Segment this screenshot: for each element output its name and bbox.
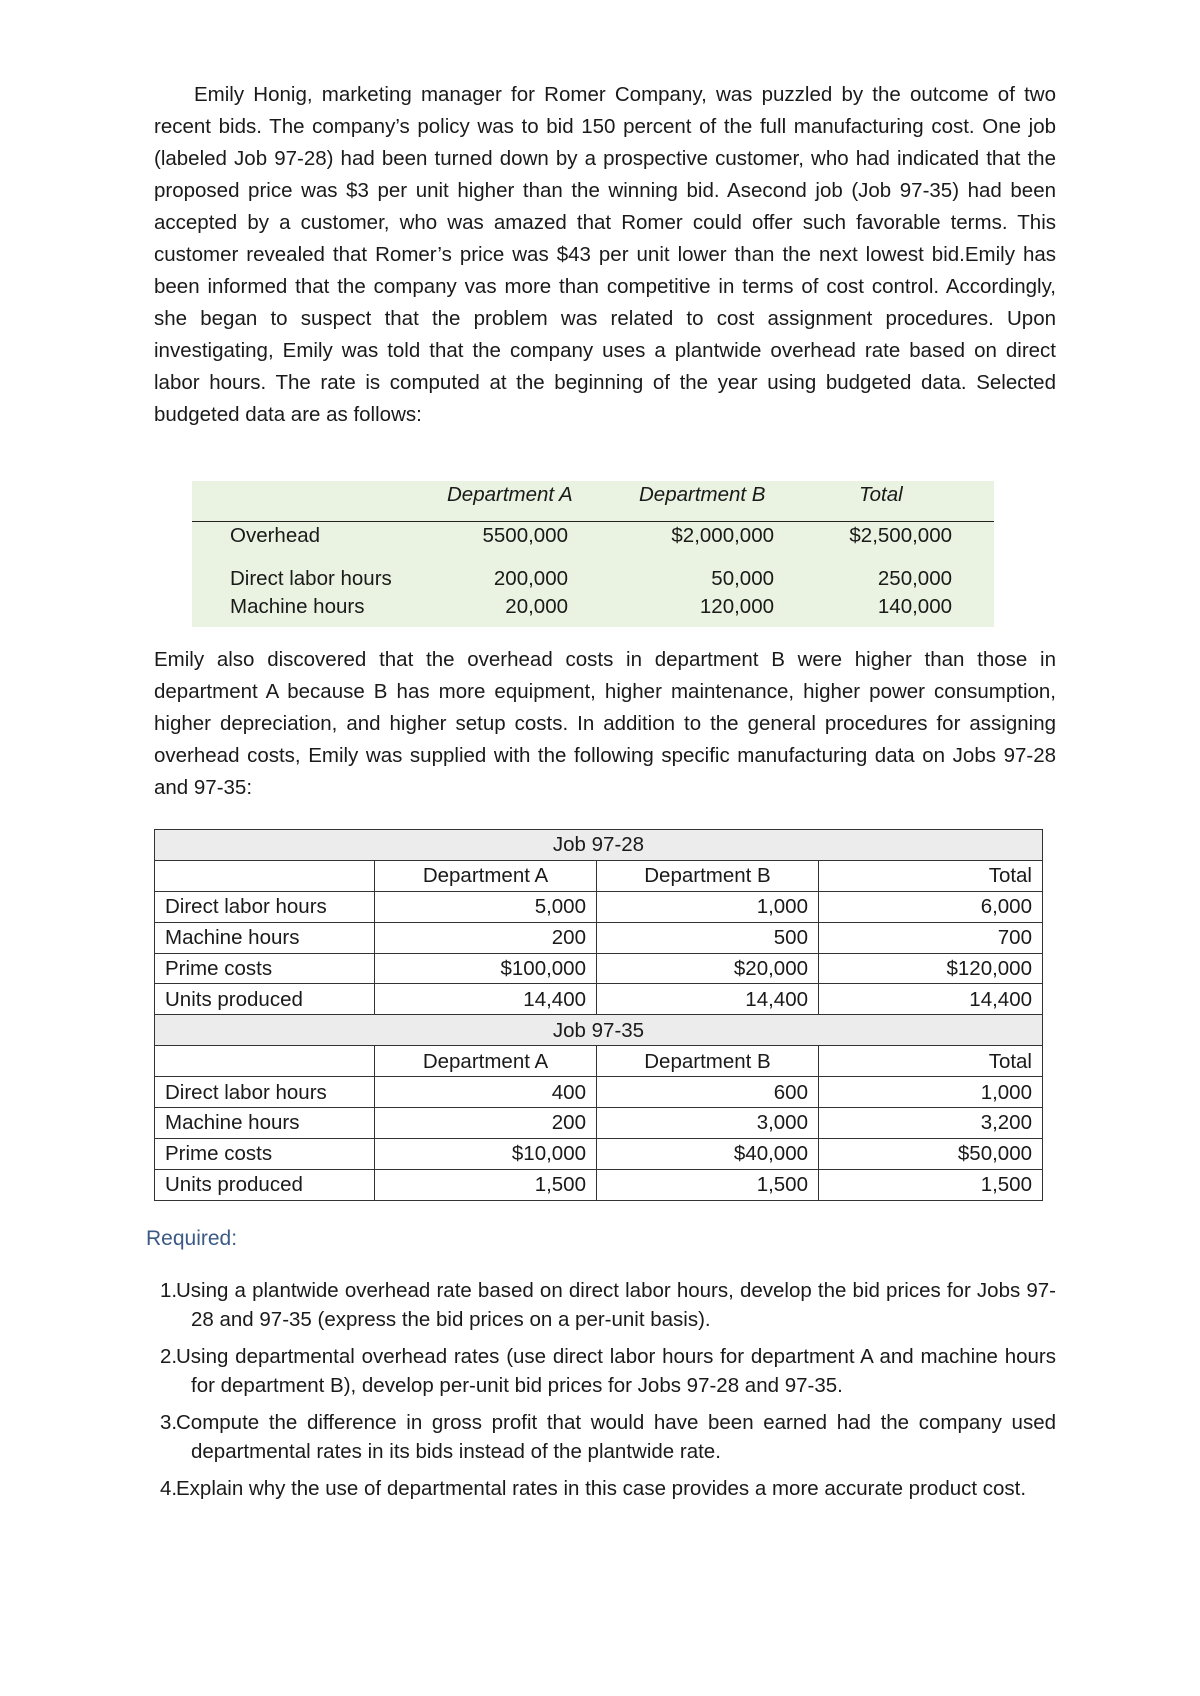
column-header: Department A <box>375 1046 597 1077</box>
job-title: Job 97-35 <box>155 1015 1043 1046</box>
table-cell: 1,500 <box>597 1169 819 1200</box>
budget-header-rule <box>192 521 994 522</box>
table-cell: 1,500 <box>375 1169 597 1200</box>
table-cell: 1,000 <box>597 891 819 922</box>
table-cell <box>155 1046 375 1077</box>
budget-row-label: Direct labor hours <box>230 567 392 590</box>
table-cell: 600 <box>597 1077 819 1108</box>
table-cell: 500 <box>597 922 819 953</box>
row-label: Prime costs <box>155 953 375 984</box>
table-cell: $20,000 <box>597 953 819 984</box>
job-title-row <box>155 830 1043 861</box>
table-row <box>155 953 1043 984</box>
item-text: Compute the difference in gross profit that would have been earned had the company used departmental rates in its bids instead of the plantwide rate. <box>176 1411 1056 1463</box>
job-header-row <box>155 860 1043 891</box>
table-cell: 700 <box>819 922 1043 953</box>
job-header-row <box>155 1046 1043 1077</box>
budget-cell: 20,000 <box>505 595 568 618</box>
column-header: Total <box>819 860 1043 891</box>
table-cell: $50,000 <box>819 1138 1043 1169</box>
table-cell: 14,400 <box>597 984 819 1015</box>
list-item <box>160 1342 1056 1400</box>
required-heading: Required: <box>146 1227 238 1250</box>
item-number: 4. <box>160 1477 178 1500</box>
list-item <box>160 1276 1056 1334</box>
table-cell: 14,400 <box>819 984 1043 1015</box>
budget-header-dept-a: Department A <box>447 483 573 506</box>
table-cell: 200 <box>375 1108 597 1139</box>
table-cell: $10,000 <box>375 1138 597 1169</box>
budget-cell: $2,500,000 <box>849 524 952 547</box>
list-item <box>160 1474 1056 1503</box>
row-label: Direct labor hours <box>155 1077 375 1108</box>
budget-cell: 140,000 <box>877 595 952 618</box>
requirements-list <box>160 1276 1056 1511</box>
table-row <box>155 1077 1043 1108</box>
item-text: Using departmental overhead rates (use direct labor hours for department A and machine hours for department B), develop per-unit bid prices for Jobs 97-28 and 97-35. <box>176 1345 1056 1397</box>
budget-cell: 120,000 <box>699 595 774 618</box>
column-header: Total <box>819 1046 1043 1077</box>
budget-cell: $2,000,000 <box>671 524 774 547</box>
row-label: Machine hours <box>155 1108 375 1139</box>
row-label: Units produced <box>155 984 375 1015</box>
table-cell: 400 <box>375 1077 597 1108</box>
table-row <box>155 922 1043 953</box>
column-header: Department B <box>597 1046 819 1077</box>
table-cell: 6,000 <box>819 891 1043 922</box>
table-cell: 3,000 <box>597 1108 819 1139</box>
table-row <box>155 891 1043 922</box>
table-cell: 5,000 <box>375 891 597 922</box>
budget-row-label: Overhead <box>230 524 321 547</box>
budget-row-label: Machine hours <box>230 595 365 618</box>
table-row <box>155 1138 1043 1169</box>
column-header: Department A <box>375 860 597 891</box>
budget-table <box>192 481 994 627</box>
table-cell: $40,000 <box>597 1138 819 1169</box>
second-paragraph: Emily also discovered that the overhead costs in department B were higher than those in department A because B has more equipment, higher maintenance, higher power consumption, higher depreciation, and higher setup costs. In addition to the general procedures for assigning overhead costs, Emily was supplied with the following specific manufacturing data on Jobs 97-28 and 97-35: <box>154 648 1056 799</box>
row-label: Direct labor hours <box>155 891 375 922</box>
item-number: 1. <box>160 1279 178 1302</box>
list-item <box>160 1408 1056 1466</box>
table-cell <box>155 860 375 891</box>
table-cell: 200 <box>375 922 597 953</box>
table-cell: 1,000 <box>819 1077 1043 1108</box>
job-title-row <box>155 1015 1043 1046</box>
table-cell: 1,500 <box>819 1169 1043 1200</box>
row-label: Units produced <box>155 1169 375 1200</box>
budget-cell: 5500,000 <box>482 524 568 547</box>
job-data-table <box>154 829 1043 1201</box>
table-cell: 14,400 <box>375 984 597 1015</box>
item-number: 3. <box>160 1411 178 1434</box>
budget-header-total: Total <box>859 483 903 506</box>
item-number: 2. <box>160 1345 178 1368</box>
intro-paragraph: Emily Honig, marketing manager for Romer Company, was puzzled by the outcome of two recent bids. The company’s policy was to bid 150 percent of the full manufacturing cost. One job (labeled Job 97-28) had been turned down by a prospective customer, who had indicated that the proposed price was $3 per unit higher than the winning bid. Asecond job (Job 97-35) had been accepted by a customer, who was amazed that Romer could offer such favorable terms. This customer revealed that Romer’s price was $43 per unit lower than the next lowest bid.Emily has been informed that the company vas more than competitive in terms of cost control. Accordingly, she began to suspect that the problem was related to cost assignment procedures. Upon investigating, Emily was told that the company uses a plantwide overhead rate based on direct labor hours. The rate is computed at the beginning of the year using budgeted data. Selected budgeted data are as follows: <box>154 83 1056 426</box>
table-row <box>155 1108 1043 1139</box>
row-label: Prime costs <box>155 1138 375 1169</box>
table-cell: $100,000 <box>375 953 597 984</box>
table-row <box>155 984 1043 1015</box>
budget-cell: 250,000 <box>877 567 952 590</box>
table-row <box>155 1169 1043 1200</box>
budget-header-dept-b: Department B <box>639 483 766 506</box>
item-text: Using a plantwide overhead rate based on direct labor hours, develop the bid prices for Jobs 97-28 and 97-35 (express the bid prices on a per-unit basis). <box>176 1279 1056 1331</box>
job-title: Job 97-28 <box>155 830 1043 861</box>
budget-cell: 50,000 <box>711 567 774 590</box>
budget-cell: 200,000 <box>493 567 568 590</box>
table-cell: $120,000 <box>819 953 1043 984</box>
item-text: Explain why the use of departmental rates in this case provides a more accurate product cost. <box>176 1477 1027 1500</box>
table-cell: 3,200 <box>819 1108 1043 1139</box>
column-header: Department B <box>597 860 819 891</box>
row-label: Machine hours <box>155 922 375 953</box>
